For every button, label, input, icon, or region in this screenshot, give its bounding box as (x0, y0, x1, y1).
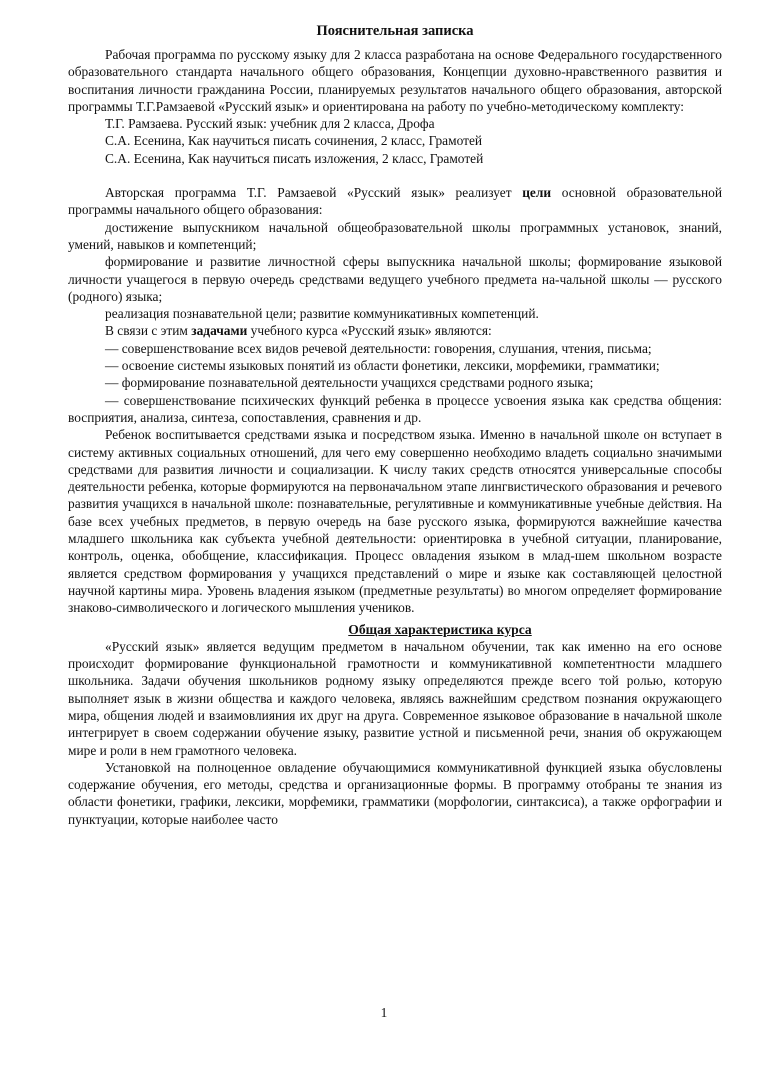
course-paragraph-2: Установкой на полноценное овладение обучающимися коммуникативной функцией языка обусловлены содержание обучения, его методы, средства и организационные формы. В программу отобраны те знания из области фонетики, графики, лексики, морфемики, грамматики (морфологии, синтаксиса), а также орфографии и пунктуации, которые наиболее часто (68, 759, 722, 827)
task-item-4: — совершенствование психических функций ребенка в процессе усвоения языка как средства общения: восприятия, анализа, синтеза, сопоставления, сравнения и др. (68, 392, 722, 425)
tasks-keyword: задачами (191, 323, 248, 339)
goal-item-2: формирование и развитие личностной сферы выпускника начальной школы; формирование языковой личности учащегося в первую очередь средствами ведущего учебного предмета на-чальной школы — русского (родного) языка; (68, 254, 722, 304)
tasks-lead (68, 322, 722, 339)
goal-item-1: достижение выпускником начальной общеобразовательной школы программных установок, знаний, умений, навыков и компетенций; (68, 219, 722, 252)
course-paragraph-1: «Русский язык» является ведущим предметом в начальном обучении, так как именно на его основе происходит формирование функциональной грамотности и коммуникативной компетентности младшего школьника. Задачи обучения школьников родному языку определяются прежде всего той ролью, которую выполняет язык в жизни общества и каждого человека, являясь важнейшим средством познания окружающего мира, общения людей и взаимовлияния их друг на друга. Современное языковое образование в начальной школе интегрирует в своем содержании обучение языку, развитие устной и письменной речи, знания об окружающем мире и роли в нем грамотного человека. (68, 638, 722, 758)
task-item-3: — формирование познавательной деятельности учащихся средствами родного языка; (105, 375, 594, 391)
intro-paragraph: Рабочая программа по русскому языку для 2 класса разработана на основе Федерального государственного образовательного стандарта начального общего образования, Концепции духовно-нравственного развития и воспитания личности гражданина России, планируемых результатов начального общего образования, авторской программы Т.Г.Рамзаевой «Русский язык» и ориентирована на работу по учебно-методическому комплекту: (68, 47, 722, 114)
kit-item-1: Т.Г. Рамзаева. Русский язык: учебник для 2 класса, Дрофа (105, 116, 435, 132)
task-item-1: — совершенствование всех видов речевой деятельности: говорения, слушания, чтения, письма; (105, 340, 652, 356)
kit-item-2: С.А. Есенина, Как научиться писать сочинения, 2 класс, Грамотей (105, 133, 483, 149)
goals-lead-text: Авторская программа Т.Г. Рамзаевой «Русский язык» реализует (105, 185, 523, 201)
child-paragraph: Ребенок воспитывается средствами языка и посредством языка. Именно в начальной школе он вступает в систему активных социальных отношений, для чего ему совершенно необходимо владеть социально значимыми средствами для развития личности и социализации. К числу таких средств относятся универсальные способы деятельности ребенка, которые формируются на первоначальном этапе лингвистического образования и речевого развития учащихся в начальной школе: познавательные, регулятивные и коммуникативные учебные действия. На базе всех учебных предметов, в первую очередь на базе русского языка, формируются важнейшие качества младшего школьника как субъекта учебной деятельности: ориентировка в учебной ситуации, планирование, контроль, оценка, обобщение, классификация. Процесс овладения языком в млад-шем школьном возрасте является средством формирования у учащихся представлений о мире и языке как составляющей целостной научной картины мира. Уровень владения языком (предметные результаты) во многом определяет формирование знаково-символического и логического мышления учеников. (68, 427, 722, 616)
tasks-lead-tail: учебного курса «Русский язык» являются: (247, 323, 492, 339)
page-number: 1 (380, 1005, 388, 1020)
page-title: Пояснительная записка (316, 23, 474, 39)
document-page (68, 22, 722, 828)
task-item-2: — освоение системы языковых понятий из области фонетики, лексики, морфемики, грамматики; (105, 358, 660, 374)
kit-item-3: С.А. Есенина, Как научиться писать изложения, 2 класс, Грамотей (105, 150, 484, 166)
goals-lead (68, 184, 722, 219)
goals-lead-tail: основной образовательной программы начального общего образования: (68, 185, 722, 218)
section-heading: Общая характеристика курса (348, 621, 532, 637)
goals-keyword: цели (522, 185, 552, 201)
goal-item-3: реализация познавательной цели; развитие коммуникативных компетенций. (105, 306, 539, 322)
tasks-lead-text: В связи с этим (105, 323, 192, 339)
